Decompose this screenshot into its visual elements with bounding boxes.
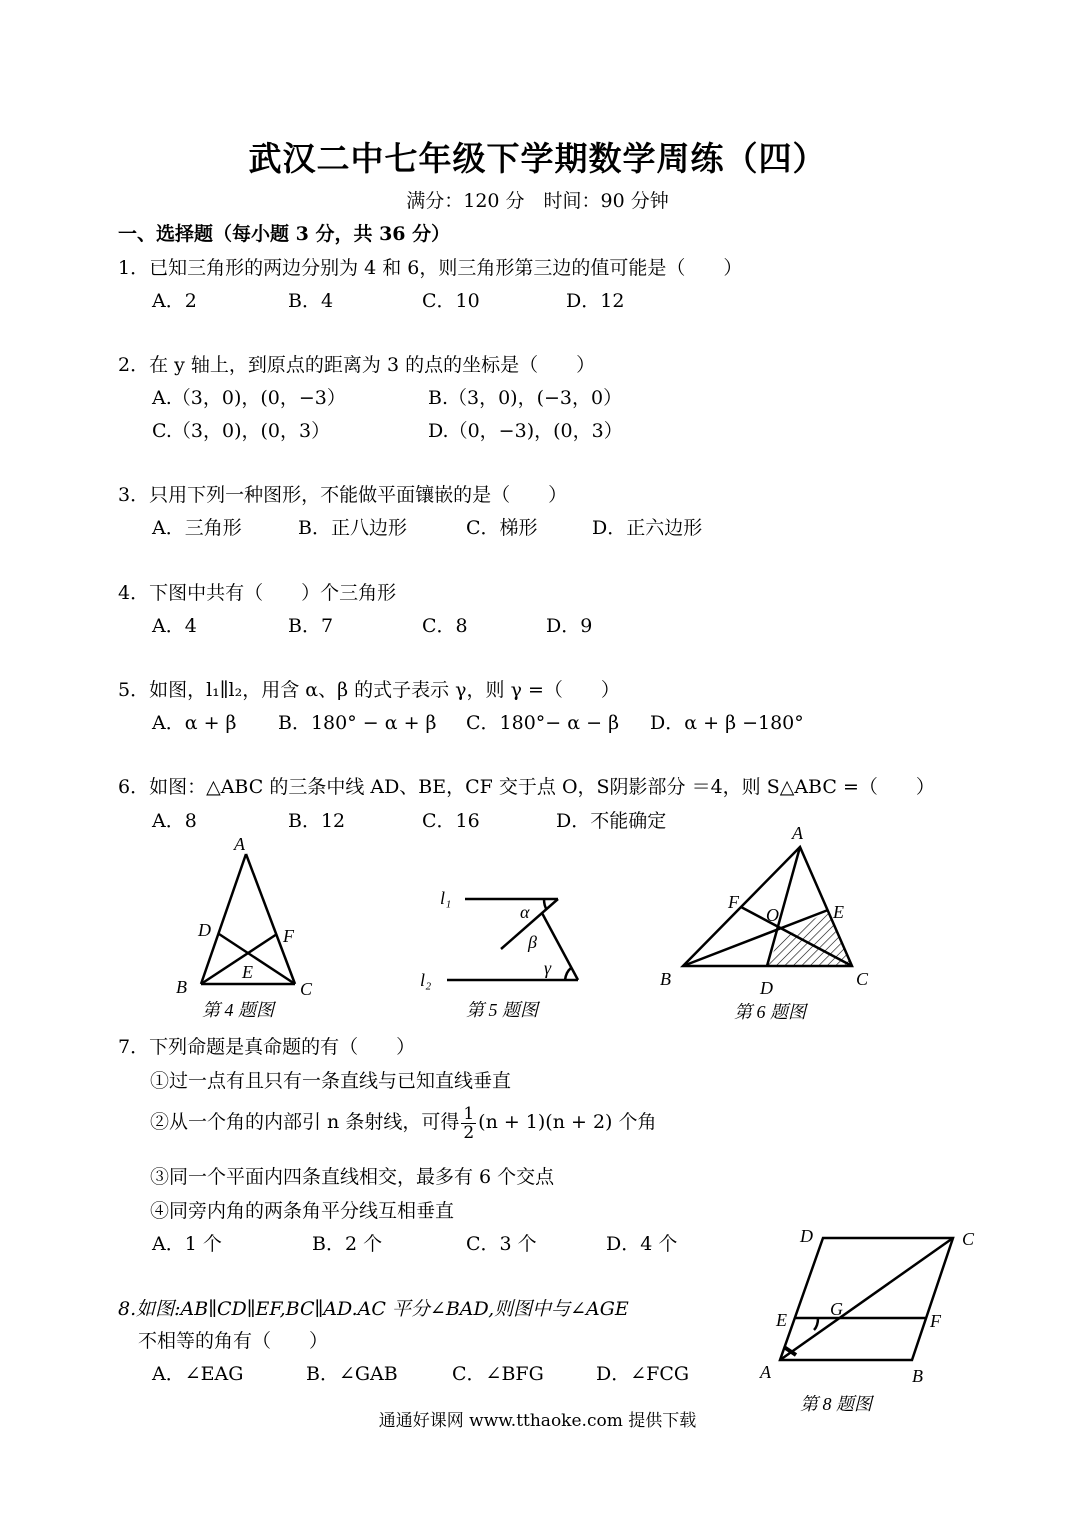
q7-fraction-numerator: 1 — [463, 1103, 475, 1124]
fig5-label-l1: l₁ — [440, 888, 452, 908]
q8-stem-continued: 不相等的角有（ ） — [138, 1330, 329, 1352]
figure-6-medians — [650, 820, 890, 1020]
fig8-label-c: C — [962, 1229, 975, 1249]
q6-option-a: A．8 — [152, 810, 197, 832]
fig4-label-a: A — [234, 834, 245, 854]
fig5-label-beta: β — [528, 932, 537, 952]
q8-option-c: C．∠BFG — [452, 1363, 544, 1385]
page-title: 武汉二中七年级下学期数学周练（四） — [248, 139, 827, 178]
fig8-label-e: E — [776, 1310, 787, 1330]
q3-option-a: A．三角形 — [152, 517, 242, 539]
q2-option-a: A.（3，0)，(0，−3） — [152, 387, 346, 409]
fig8-label-d: D — [800, 1226, 813, 1246]
q5-option-c: C．180°− α − β — [466, 712, 620, 734]
q6-option-c: C．16 — [422, 810, 480, 832]
fig4-label-c: C — [300, 979, 313, 999]
fig6-label-b: B — [660, 969, 671, 989]
q8-option-d: D．∠FCG — [596, 1363, 690, 1385]
q2-stem: 2．在 y 轴上，到原点的距离为 3 的点的坐标是（ ） — [118, 354, 596, 376]
q5-stem: 5．如图，l₁∥l₂，用含 α、β 的式子表示 γ，则 γ =（ ） — [118, 679, 620, 701]
q7-fraction — [461, 1105, 476, 1142]
q7-statement-3: ③同一个平面内四条直线相交，最多有 6 个交点 — [150, 1166, 555, 1188]
fig4-label-e: E — [242, 962, 253, 982]
fig6-label-d: D — [760, 978, 773, 998]
q3-stem: 3．只用下列一种图形，不能做平面镶嵌的是（ ） — [118, 484, 568, 506]
q4-option-b: B．7 — [288, 615, 334, 637]
q1-option-d: D．12 — [566, 290, 625, 312]
q3-option-c: C．梯形 — [466, 517, 538, 539]
q7-statement-2 — [150, 1100, 657, 1144]
fig5-label-l2: l₂ — [420, 970, 432, 990]
q1-option-a: A．2 — [152, 290, 197, 312]
fig6-label-f: F — [728, 892, 739, 912]
q8-stem: 8.如图:AB∥CD∥EF,BC∥AD.AC 平分∠BAD,则图中与∠AGE — [118, 1298, 629, 1320]
q7-statement-4: ④同旁内角的两条角平分线互相垂直 — [150, 1200, 455, 1222]
q3-option-b: B．正八边形 — [298, 517, 407, 539]
q6-stem: 6．如图：△ABC 的三条中线 AD、BE，CF 交于点 O，S阴影部分 ＝4，则 S△ABC =（ ） — [118, 776, 935, 798]
q7-fraction-denominator: 2 — [463, 1122, 475, 1143]
q8-option-a: A．∠EAG — [152, 1363, 244, 1385]
fig8-label-b: B — [912, 1366, 923, 1386]
fig5-caption: 第 5 题图 — [466, 1000, 538, 1020]
footer-credit: 通通好课网 www.tthaoke.com 提供下载 — [378, 1411, 697, 1431]
fig8-label-a: A — [760, 1362, 771, 1382]
q7-option-d: D．4 个 — [606, 1233, 678, 1255]
figure-5-parallel-lines — [410, 880, 600, 1020]
q7-option-a: A．1 个 — [152, 1233, 222, 1255]
exam-meta: 满分：120 分 时间：90 分钟 — [406, 190, 669, 212]
q2-option-d: D.（0，−3)，(0，3） — [428, 420, 623, 442]
q4-option-a: A．4 — [152, 615, 197, 637]
q7-statement-2-formula: (n + 1)(n + 2) 个角 — [478, 1111, 657, 1133]
fig4-label-b: B — [176, 977, 187, 997]
fig8-label-g: G — [830, 1299, 843, 1319]
q7-statement-2-text: ②从一个角的内部引 n 条射线，可得 — [150, 1111, 460, 1133]
fig6-label-e: E — [833, 902, 844, 922]
q4-stem: 4．下图中共有（ ）个三角形 — [118, 582, 397, 604]
q6-option-d: D．不能确定 — [556, 810, 667, 832]
q2-option-c: C.（3，0)，(0，3） — [152, 420, 331, 442]
section-heading: 一、选择题（每小题 3 分，共 36 分） — [118, 223, 451, 245]
q7-statement-1: ①过一点有且只有一条直线与已知直线垂直 — [150, 1070, 512, 1092]
fig8-label-f: F — [930, 1311, 941, 1331]
q7-stem: 7．下列命题是真命题的有（ ） — [118, 1036, 416, 1058]
fig6-caption: 第 6 题图 — [734, 1002, 806, 1020]
q1-option-b: B．4 — [288, 290, 334, 312]
q5-option-b: B．180° − α + β — [278, 712, 437, 734]
q1-option-c: C．10 — [422, 290, 480, 312]
fig5-label-gamma: γ — [544, 958, 552, 978]
q3-option-d: D．正六边形 — [592, 517, 703, 539]
fig6-label-c: C — [856, 969, 869, 989]
q4-option-c: C．8 — [422, 615, 468, 637]
fig5-label-alpha: α — [520, 902, 530, 922]
fig4-label-f: F — [283, 926, 294, 946]
q5-option-d: D．α + β −180° — [650, 712, 804, 734]
q8-option-b: B．∠GAB — [306, 1363, 398, 1385]
q2-option-b: B.（3，0)，(−3，0） — [428, 387, 623, 409]
fig6-label-o: O — [766, 905, 779, 925]
q1-stem: 1．已知三角形的两边分别为 4 和 6，则三角形第三边的值可能是（ ） — [118, 257, 743, 279]
q7-option-b: B．2 个 — [312, 1233, 383, 1255]
fig8-caption: 第 8 题图 — [800, 1394, 872, 1412]
figure-8-parallelogram — [748, 1222, 988, 1412]
fig6-label-a: A — [792, 823, 803, 843]
fig4-label-d: D — [198, 920, 211, 940]
figure-4-triangles — [170, 830, 330, 1020]
q4-option-d: D．9 — [546, 615, 593, 637]
q5-option-a: A．α + β — [152, 712, 237, 734]
fig4-caption: 第 4 题图 — [202, 1000, 274, 1020]
q6-option-b: B．12 — [288, 810, 346, 832]
q7-option-c: C．3 个 — [466, 1233, 537, 1255]
